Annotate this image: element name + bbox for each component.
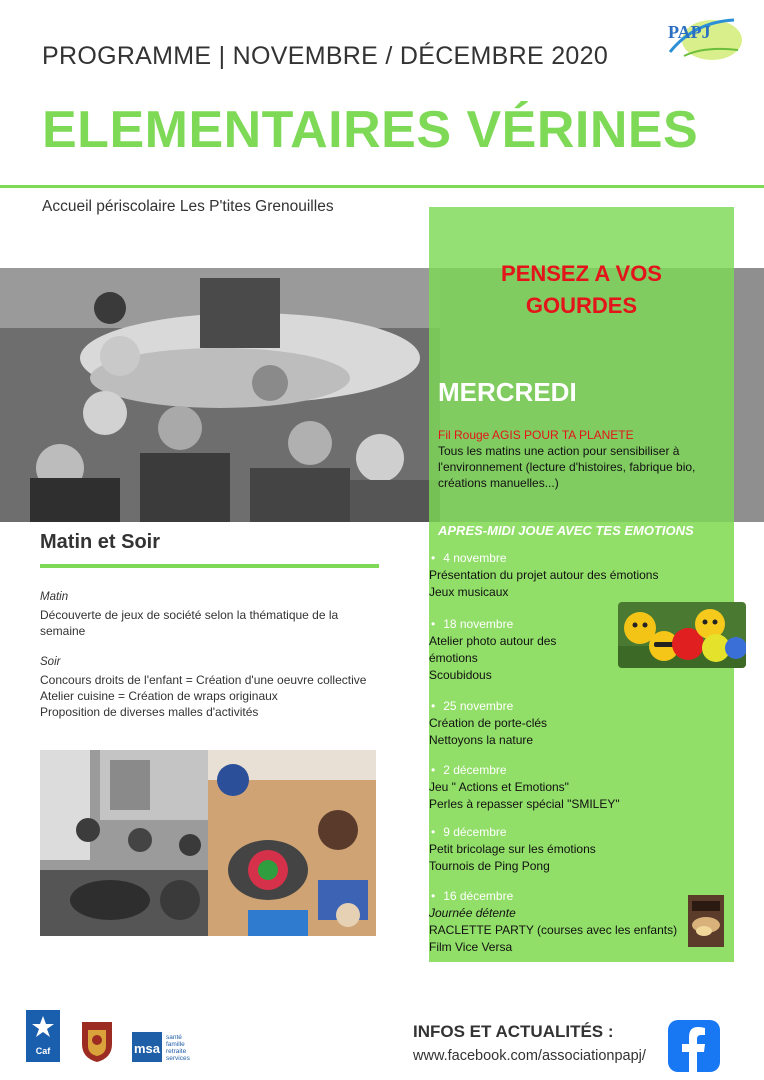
msa-tagline: santé	[166, 1034, 182, 1041]
event-activity: Tournois de Ping Pong	[429, 859, 550, 873]
fil-rouge-title: Fil Rouge AGIS POUR TA PLANETE	[438, 428, 634, 442]
gourdes-line-1: PENSEZ A VOS	[501, 261, 662, 286]
matin-soir-divider	[40, 564, 379, 568]
gourdes-reminder	[429, 258, 734, 322]
event-date: • 4 novembre	[429, 550, 679, 567]
facebook-url-link[interactable]: www.facebook.com/associationpapj/	[413, 1048, 646, 1064]
soir-label: Soir	[40, 656, 61, 668]
gourdes-line-2: GOURDES	[525, 293, 638, 318]
matin-soir-heading: Matin et Soir	[40, 531, 161, 553]
caf-logo-text: Caf	[35, 1046, 51, 1056]
soir-item: Concours droits de l'enfant = Création d'une oeuvre collective	[40, 673, 367, 687]
emoji-balls-photo	[618, 602, 746, 668]
event-item	[429, 762, 679, 813]
event-activity: Jeu " Actions et Emotions"	[429, 780, 569, 794]
children-outdoor-photo	[0, 268, 440, 522]
matin-text: Découverte de jeux de société selon la thématique de la semaine	[40, 608, 339, 638]
mercredi-heading: MERCREDI	[438, 377, 577, 407]
title-divider	[0, 185, 764, 188]
event-activity: Atelier photo autour des	[429, 634, 557, 648]
caf-logo	[26, 1010, 60, 1062]
event-item	[429, 550, 679, 601]
raclette-photo	[688, 895, 724, 947]
program-dates: PROGRAMME | NOVEMBRE / DÉCEMBRE 2020	[42, 42, 609, 70]
page-subtitle: Accueil périscolaire Les P'tites Grenouilles	[42, 198, 334, 215]
msa-tagline: services	[166, 1055, 190, 1062]
afternoon-heading: APRES-MIDI JOUE AVEC TES EMOTIONS	[438, 523, 694, 538]
event-activity: RACLETTE PARTY (courses avec les enfants)	[429, 923, 678, 937]
event-date: • 25 novembre	[429, 698, 679, 715]
children-table-photo	[40, 750, 208, 936]
event-activity: Jeux musicaux	[429, 585, 509, 599]
papj-logo	[664, 12, 744, 64]
soir-item: Atelier cuisine = Création de wraps originaux	[40, 689, 278, 703]
svg-text:PAPJ: PAPJ	[668, 22, 711, 42]
event-item	[429, 888, 679, 956]
page-title: ELEMENTAIRES VÉRINES	[42, 101, 699, 159]
children-craft-photo	[208, 750, 376, 936]
event-activity: Petit bricolage sur les émotions	[429, 842, 596, 856]
event-activity: Film Vice Versa	[429, 940, 513, 954]
verines-crest-logo	[78, 1018, 116, 1064]
event-activity: Présentation du projet autour des émotions	[429, 568, 659, 582]
event-activity: émotions	[429, 651, 478, 665]
event-date: • 9 décembre	[429, 824, 679, 841]
event-date: • 18 novembre	[429, 616, 679, 633]
infos-title: INFOS ET ACTUALITÉS :	[413, 1022, 614, 1041]
soir-item: Proposition de diverses malles d'activités	[40, 705, 259, 719]
facebook-icon[interactable]	[668, 1020, 720, 1072]
soir-list	[40, 672, 380, 720]
event-activity: Journée détente	[429, 906, 516, 920]
event-activity: Perles à repasser spécial "SMILEY"	[429, 797, 620, 811]
msa-logo	[132, 1032, 200, 1062]
msa-tagline: retraite	[166, 1048, 187, 1055]
msa-tagline: famille	[166, 1041, 185, 1048]
event-date: • 2 décembre	[429, 762, 679, 779]
fil-rouge-description: Tous les matins une action pour sensibiliser à l'environnement (lecture d'histoires, fabrique bio, créations manuelles...)	[438, 444, 696, 490]
event-item	[429, 698, 679, 749]
event-activity: Nettoyons la nature	[429, 733, 534, 747]
event-activity: Création de porte-clés	[429, 716, 548, 730]
matin-label: Matin	[40, 591, 69, 603]
event-item	[429, 824, 679, 875]
event-date: • 16 décembre	[429, 888, 679, 905]
event-activity: Scoubidous	[429, 668, 492, 682]
msa-logo-text: msa	[133, 1041, 161, 1056]
